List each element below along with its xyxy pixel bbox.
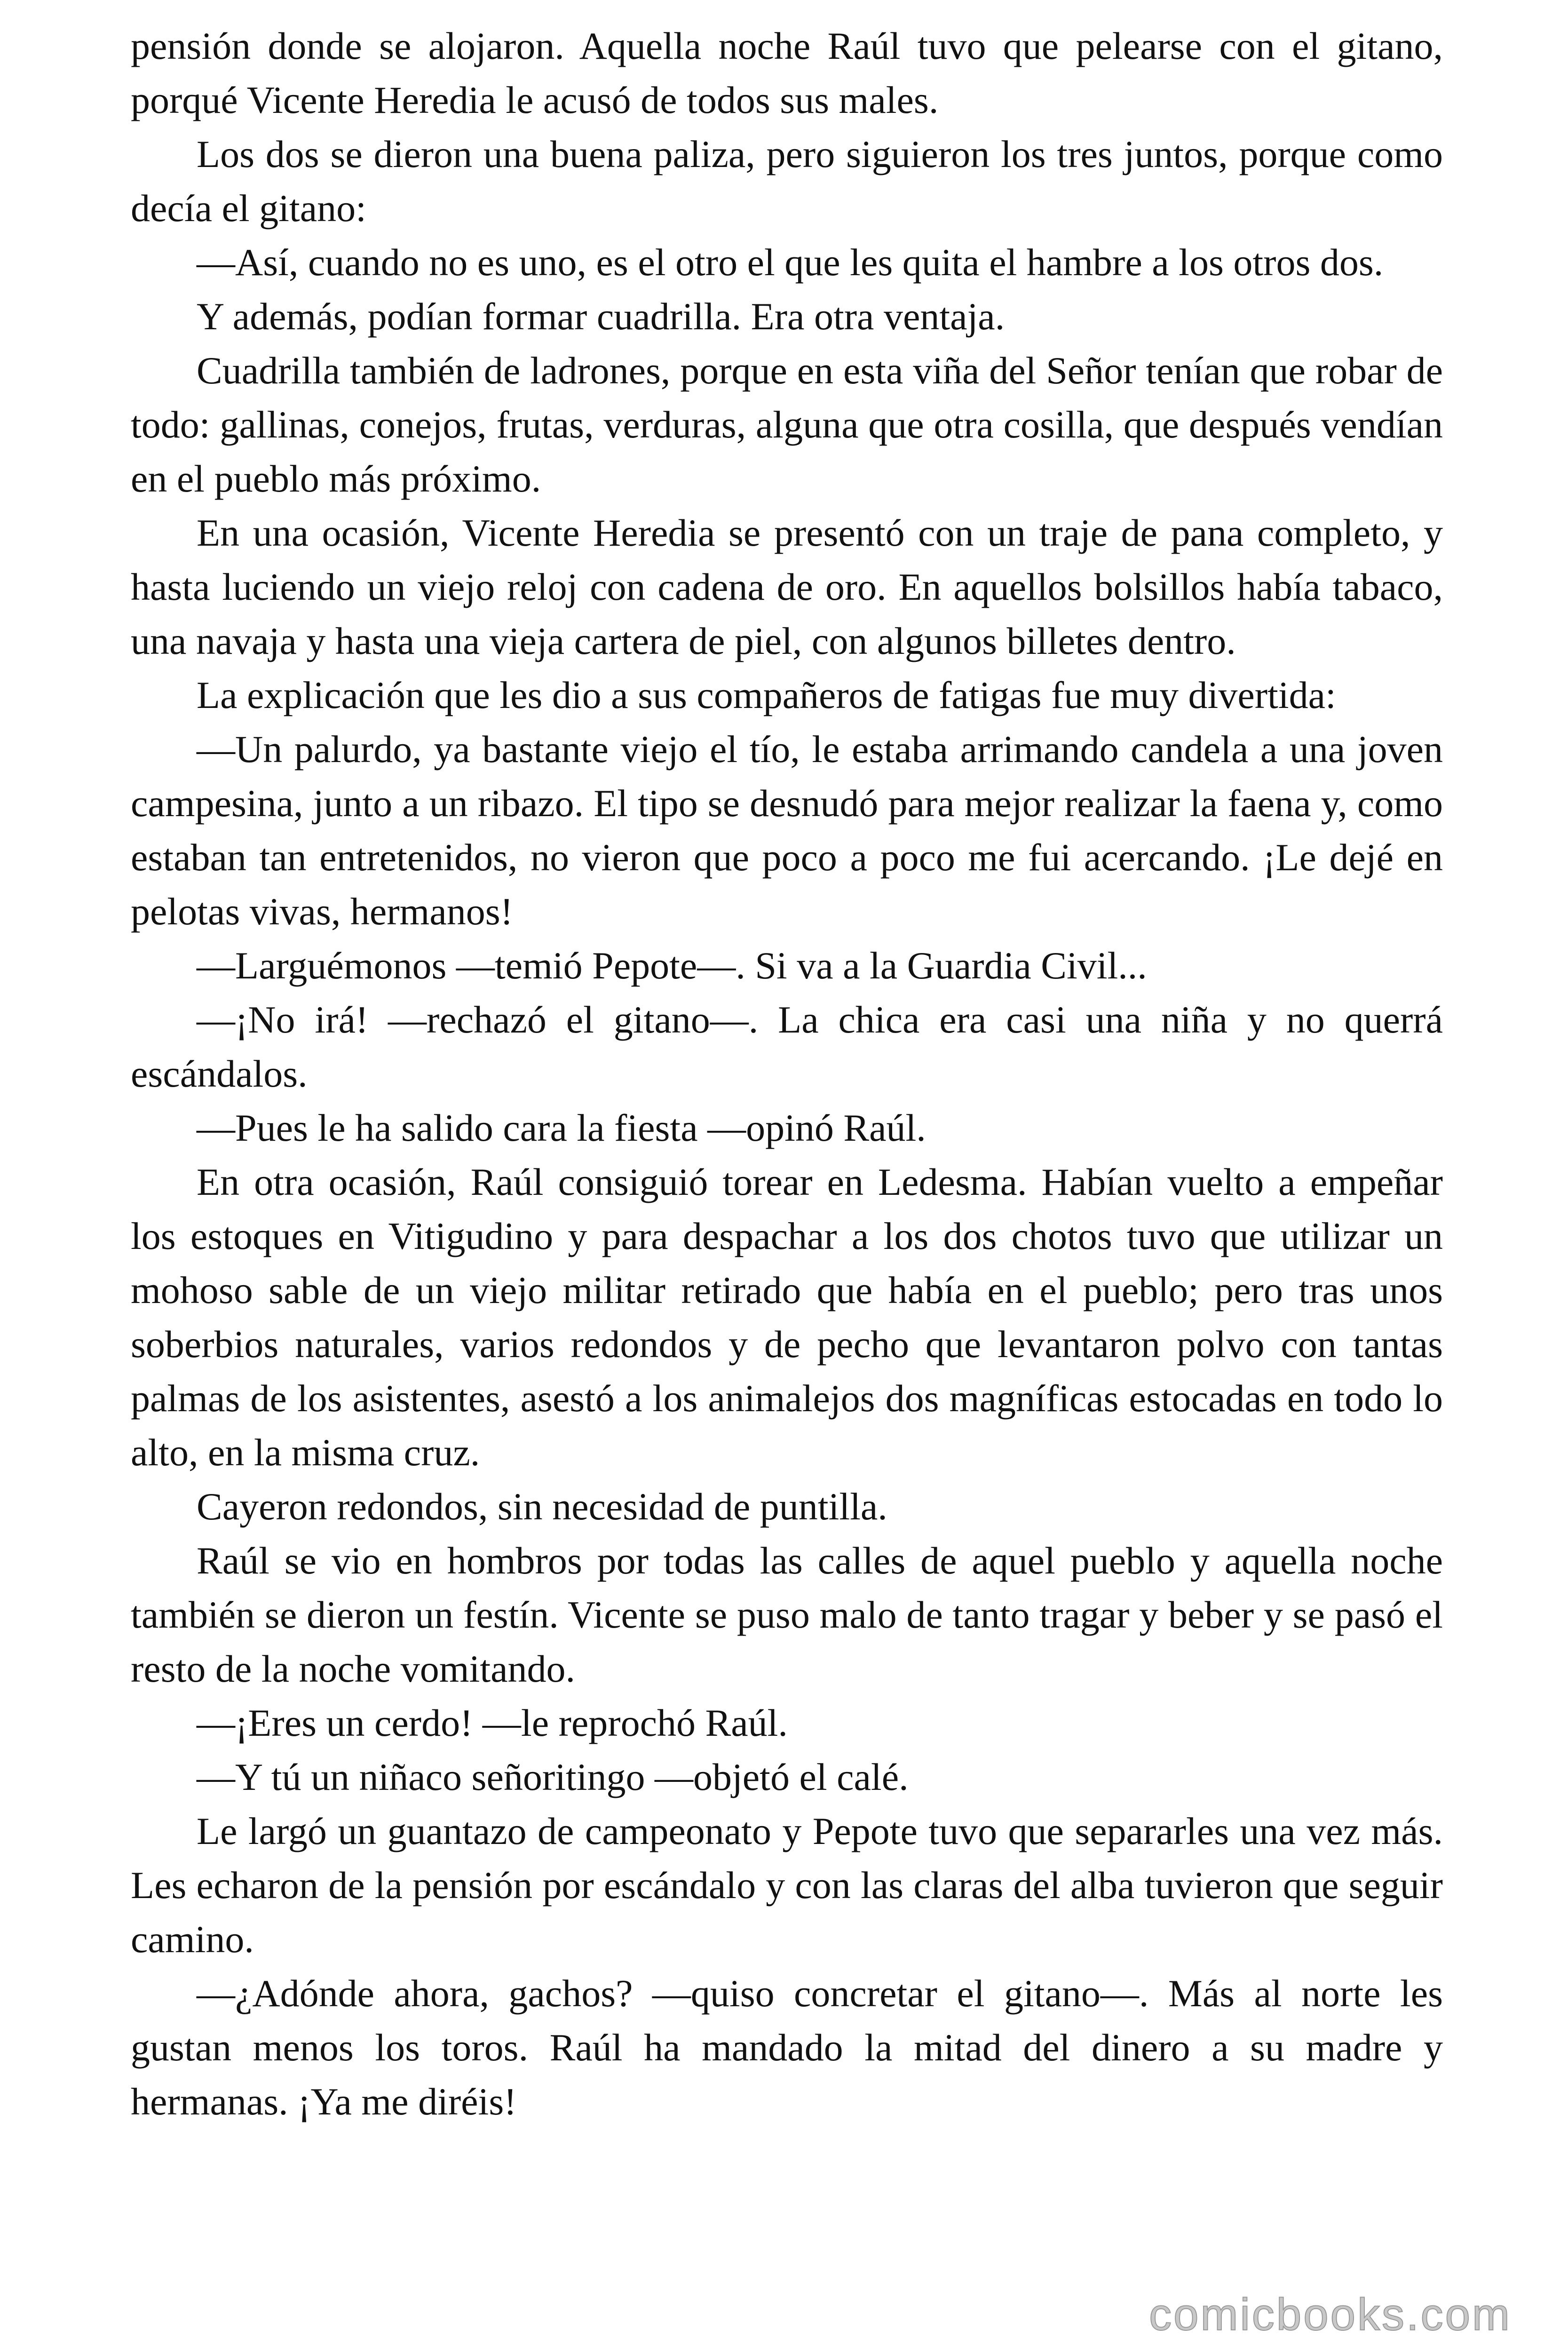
dialogue-line: —Así, cuando no es uno, es el otro el que les quita el hambre a los otros dos.: [197, 241, 1384, 284]
paragraph: En una ocasión, Vicente Heredia se presentó con un traje de pana completo, y hasta luciendo un viejo reloj con cadena de oro. En aquellos bolsillos había tabaco, una navaja y hasta una vieja cartera de piel, con algunos billetes dentro.: [131, 511, 1443, 662]
dialogue-line: —¿Adónde ahora, gachos? —quiso concretar el gitano—. Más al norte les gustan menos los toros. Raúl ha mandado la mitad del dinero a su madre y hermanas. ¡Ya me diréis!: [131, 1972, 1443, 2123]
dialogue-line: —¡Eres un cerdo! —le reprochó Raúl.: [197, 1701, 788, 1744]
watermark: comicbooks.com: [1149, 2289, 1512, 2340]
paragraph: Y además, podían formar cuadrilla. Era otra ventaja.: [197, 295, 1005, 338]
paragraph: Los dos se dieron una buena paliza, pero siguieron los tres juntos, porque como decía el gitano:: [131, 133, 1443, 230]
paragraph: Cayeron redondos, sin necesidad de puntilla.: [197, 1485, 887, 1528]
paragraph: La explicación que les dio a sus compañeros de fatigas fue muy divertida:: [197, 674, 1336, 716]
paragraph: En otra ocasión, Raúl consiguió torear en Ledesma. Habían vuelto a empeñar los estoques en Vitigudino y para despachar a los dos chotos tuvo que utilizar un mohoso sable de un viejo militar retirado que había en el pueblo; pero tras unos soberbios naturales, varios redondos y de pecho que levantaron polvo con tantas palmas de los asistentes, asestó a los animalejos dos magníficas estocadas en todo lo alto, en la misma cruz.: [131, 1160, 1443, 1474]
body-text: [131, 19, 1443, 2129]
dialogue-line: —Pues le ha salido cara la fiesta —opinó Raúl.: [197, 1106, 926, 1149]
dialogue-line: —Y tú un niñaco señoritingo —objetó el calé.: [197, 1756, 909, 1798]
paragraph: Cuadrilla también de ladrones, porque en esta viña del Señor tenían que robar de todo: gallinas, conejos, frutas, verduras, alguna que otra cosilla, que después vendían en el pueblo más próximo.: [131, 349, 1443, 500]
dialogue-line: —Un palurdo, ya bastante viejo el tío, le estaba arrimando candela a una joven campesina, junto a un ribazo. El tipo se desnudó para mejor realizar la faena y, como estaban tan entretenidos, no vieron que poco a poco me fui acercando. ¡Le dejé en pelotas vivas, hermanos!: [131, 728, 1443, 933]
paragraph: Raúl se vio en hombros por todas las calles de aquel pueblo y aquella noche también se dieron un festín. Vicente se puso malo de tanto tragar y beber y se pasó el resto de la noche vomitando.: [131, 1539, 1443, 1690]
paragraph: Le largó un guantazo de campeonato y Pepote tuvo que separarles una vez más. Les echaron de la pensión por escándalo y con las claras del alba tuvieron que seguir camino.: [131, 1810, 1443, 1961]
paragraph-continued: pensión donde se alojaron. Aquella noche Raúl tuvo que pelearse con el gitano, porqué Vicente Heredia le acusó de todos sus males.: [131, 24, 1443, 121]
dialogue-line: —Larguémonos —temió Pepote—. Si va a la Guardia Civil...: [197, 944, 1147, 987]
dialogue-line: —¡No irá! —rechazó el gitano—. La chica era casi una niña y no querrá escándalos.: [131, 998, 1443, 1095]
